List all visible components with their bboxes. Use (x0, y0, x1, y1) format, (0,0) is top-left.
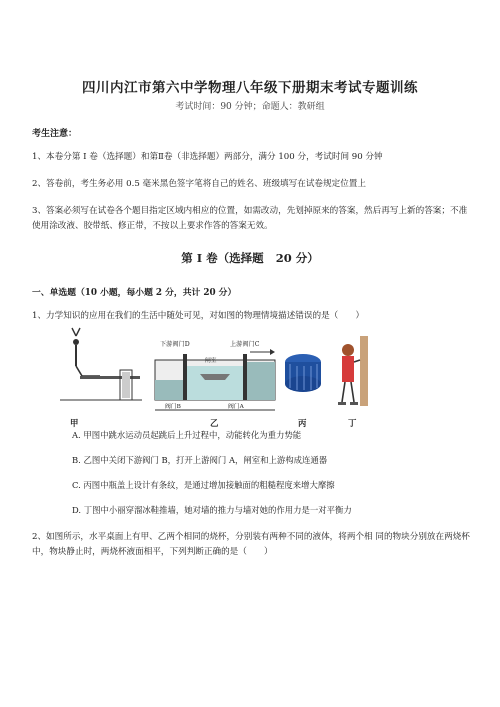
valve-b-label: 阀门B (165, 404, 181, 410)
valve-d-label: 下游阀门D (160, 341, 190, 348)
exam-meta: 考试时间：90 分钟；命题人：教研组 (175, 102, 325, 112)
question-1-option-c: C. 丙图中瓶盖上设计有条纹，是通过增加接触面的粗糙程度来增大摩擦 (72, 480, 335, 490)
section-title (0, 250, 500, 266)
figure-label-ding: 丁 (348, 418, 357, 428)
question-1-option-b: B. 乙图中关闭下游阀门 B，打开上游阀门 A，闸室和上游构成连通器 (72, 455, 328, 465)
valve-c-label: 上游阀门C (230, 341, 260, 348)
question-1-stem: 1、力学知识的应用在我们的生活中随处可见，对如图的物理情境描述错误的是（ ） (32, 311, 365, 321)
section-title-text: 第 I 卷（选择题 (181, 251, 264, 265)
chamber-label: 闸室 (205, 358, 217, 364)
notice-item-2: 2、答卷前，考生务必用 0.5 毫米黑色签字笔将自己的姓名、班级填写在试卷规定位置上 (32, 179, 366, 189)
bottle-cap-illustration (285, 354, 321, 392)
part-heading: 一、单选题（10 小题，每小题 2 分，共计 20 分） (32, 288, 237, 298)
notice-item-1: 1、本卷分第 I 卷（选择题）和第Ⅱ卷（非选择题）两部分，满分 100 分，考试时间 90 分钟 (32, 152, 383, 162)
girl-pushing-wall-illustration (338, 336, 368, 406)
diver-illustration (60, 328, 142, 400)
page-title: 四川内江市第六中学物理八年级下册期末考试专题训练 (82, 80, 418, 96)
ship-lock-illustration (155, 340, 275, 410)
question-2-stem: 2、如图所示，水平桌面上有甲、乙两个相同的烧杯，分别装有两种不同的液体，将两个相 同的物块分别放在两烧杯中，物块静止时，两烧杯液面相平，下列判断正确的是（ ） (32, 532, 470, 557)
figure-label-bing: 丙 (298, 418, 307, 428)
figure-label-yi: 乙 (210, 418, 219, 428)
valve-a-label: 阀门A (228, 404, 244, 410)
question-1-option-d: D. 丁图中小丽穿溜冰鞋推墙，她对墙的推力与墙对她的作用力是一对平衡力 (72, 505, 352, 515)
notice-item-3: 3、答案必须写在试卷各个题目指定区域内相应的位置，如需改动，先划掉原来的答案，然后再写上新的答案；不准使用涂改液、胶带纸、修正带，不按以上要求作答的答案无效。 (32, 206, 468, 231)
figure-svg (60, 332, 370, 432)
question-1-option-a: A. 甲图中跳水运动员起跳后上升过程中，动能转化为重力势能 (72, 430, 302, 440)
figure-label-jia: 甲 (70, 418, 79, 428)
question-1-figure (60, 332, 370, 428)
section-score: 20 分） (275, 251, 319, 265)
notice-heading: 考生注意： (32, 129, 78, 139)
